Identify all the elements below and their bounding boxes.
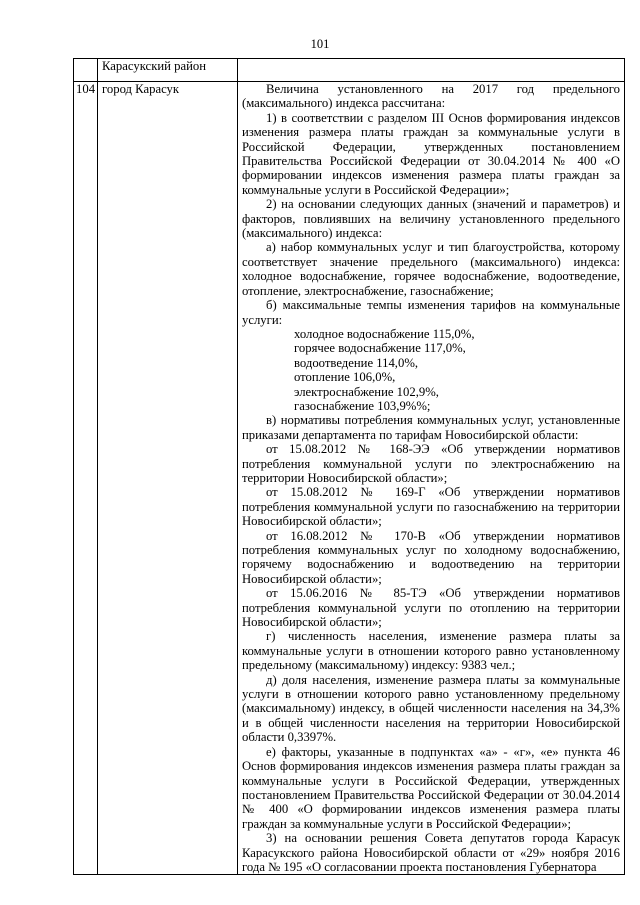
tariff-line: горячее водоснабжение 117,0%, — [294, 341, 466, 356]
paragraph: г) численность населения, изменение размера платы за коммунальные услуги в отношении которого равно установленному предельному (максимальному) индексу: 9383 чел.; — [242, 629, 620, 673]
page-number: 101 — [310, 37, 330, 51]
paragraph: в) нормативы потребления коммунальных услуг, установленные приказами департамента по тарифам Новосибирской области: — [242, 413, 620, 442]
paragraph: а) набор коммунальных услуг и тип благоустройства, которому соответствует значение предельного (максимального) индекса: холодное водоснабжение, горячее водоснабжение, водоотведение, отопление, электроснабжение, газоснабжение; — [242, 240, 620, 298]
paragraph: от 15.08.2012 № 168-ЭЭ «Об утверждении нормативов потребления коммунальной услуги по электроснабжению на территории Новосибирской области»; — [242, 442, 620, 485]
municipality-row — [74, 82, 625, 875]
district-row — [74, 59, 625, 82]
tariff-line: газоснабжение 103,9%%; — [294, 398, 431, 413]
district-text-cell — [238, 59, 625, 82]
row-number-cell: 104 — [74, 82, 98, 875]
paragraph: от 16.08.2012 № 170-В «Об утверждении нормативов потребления коммунальных услуг по холодному водоснабжению, горячему водоснабжению и водоотведению на территории Новосибирской области»; — [242, 528, 620, 586]
index-table — [73, 58, 625, 875]
tariff-line: холодное водоснабжение 115,0%, — [294, 326, 475, 341]
paragraph: е) факторы, указанные в подпунктах «а» - «г», «е» пункта 46 Основ формирования индексов изменения размера платы граждан за коммунальные услуги в Российской Федерации, утвержденных постановлением Правительства Российской Федерации от 30.04.2014 № 400 «О формировании индексов изменения размера платы граждан за коммунальные услуги в Российской Федерации»; — [242, 744, 620, 831]
district-name-cell: Карасукский район — [98, 59, 238, 82]
paragraph: б) максимальные темпы изменения тарифов на коммунальные услуги: — [242, 298, 620, 327]
paragraph: 2) на основании следующих данных (значений и параметров) и факторов, повлиявших на величину установленного предельного (максимального) индекса: — [242, 197, 620, 241]
tariff-line: электроснабжение 102,9%, — [294, 384, 439, 399]
municipality-name-cell: город Карасук — [98, 82, 238, 875]
paragraph: от 15.06.2016 № 85-ТЭ «Об утверждении нормативов потребления коммунальной услуги по отоплению на территории Новосибирской области»; — [242, 586, 620, 630]
paragraph: 1) в соответствии с разделом III Основ формирования индексов изменения размера платы граждан за коммунальные услуги в Российской Федерации, утвержденных постановлением Правительства Российской Федерации от 30.04.2014 № 400 «О формировании индексов изменения размера платы граждан за коммунальные услуги в Российской Федерации»; — [242, 110, 620, 197]
calculation-text-cell — [238, 82, 625, 875]
paragraph: Величина установленного на 2017 год предельного (максимального) индекса рассчитана: — [242, 82, 620, 111]
district-number-cell — [74, 59, 98, 82]
tariff-line: водоотведение 114,0%, — [294, 355, 419, 370]
paragraph: от 15.08.2012 № 169-Г «Об утверждении нормативов потребления коммунальной услуги по газоснабжению на территории Новосибирской области»; — [242, 485, 620, 529]
tariff-line: отопление 106,0%, — [294, 370, 396, 385]
paragraph: д) доля населения, изменение размера платы за коммунальные услуги в отношении которого равно установленному предельному (максимальному) индексу, в общей численности населения на 34,3% и в общей численности населения на территории Новосибирской области 0,3397%. — [242, 672, 620, 745]
paragraph: 3) на основании решения Совета депутатов города Карасук Карасукского района Новосибирской области от «29» ноября 2016 года № 195 «О согласовании проекта постановления Губернатора — [242, 831, 620, 874]
